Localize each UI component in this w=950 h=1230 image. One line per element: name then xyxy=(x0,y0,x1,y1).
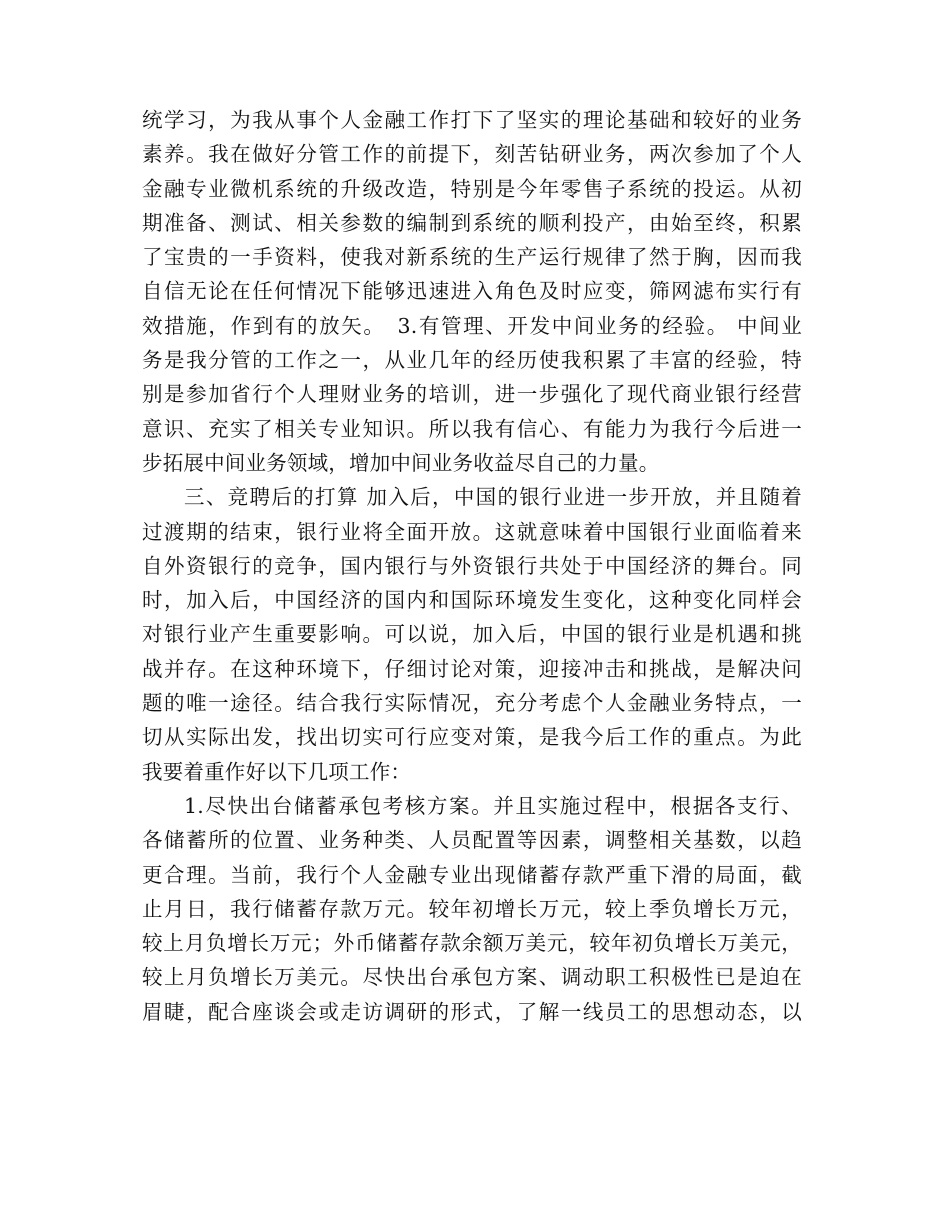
text-line: 眉睫，配合座谈会或走访调研的形式，了解一线员工的思想动态，以 xyxy=(142,999,802,1024)
text-line: 过渡期的结束，银行业将全面开放。这就意味着中国银行业面临着来 xyxy=(142,519,802,544)
text-line: 自信无论在任何情况下能够迅速进入角色及时应变，筛网滤布实行有 xyxy=(142,279,802,304)
text-line: 期准备、测试、相关参数的编制到系统的顺利投产，由始至终，积累 xyxy=(142,210,802,235)
document-body xyxy=(142,103,802,1029)
text-line: 更合理。当前，我行个人金融专业出现储蓄存款严重下滑的局面，截 xyxy=(142,862,802,887)
text-line: 1.尽快出台储蓄承包考核方案。并且实施过程中，根据各支行、 xyxy=(184,793,802,818)
text-line: 止月日，我行储蓄存款万元。较年初增长万元，较上季负增长万元， xyxy=(142,896,802,921)
text-line: 统学习，为我从事个人金融工作打下了坚实的理论基础和较好的业务 xyxy=(142,108,802,132)
text-line: 切从实际出发，找出切实可行应变对策，是我今后工作的重点。为此 xyxy=(142,725,802,750)
text-line: 别是参加省行个人理财业务的培训，进一步强化了现代商业银行经营 xyxy=(142,382,802,407)
text-line: 时，加入后，中国经济的国内和国际环境发生变化，这种变化同样会 xyxy=(142,588,802,613)
text-line: 金融专业微机系统的升级改造，特别是今年零售子系统的投运。从初 xyxy=(142,176,802,201)
text-line: 较上月负增长万美元。尽快出台承包方案、调动职工积极性已是迫在 xyxy=(142,965,802,990)
text-line: 效措施，作到有的放矢。 3.有管理、开发中间业务的经验。 中间业 xyxy=(142,313,802,338)
text-line: 较上月负增长万元；外币储蓄存款余额万美元，较年初负增长万美元， xyxy=(142,931,802,956)
text-line: 我要着重作好以下几项工作： xyxy=(142,759,412,784)
text-line: 对银行业产生重要影响。可以说，加入后，中国的银行业是机遇和挑 xyxy=(142,622,802,647)
text-line: 步拓展中间业务领域，增加中间业务收益尽自己的力量。 xyxy=(142,450,660,475)
text-line: 素养。我在做好分管工作的前提下，刻苦钻研业务，两次参加了个人 xyxy=(142,142,802,167)
text-line: 战并存。在这种环境下，仔细讨论对策，迎接冲击和挑战，是解决问 xyxy=(142,656,802,681)
text-line: 了宝贵的一手资料，使我对新系统的生产运行规律了然于胸，因而我 xyxy=(142,245,802,270)
text-line: 题的唯一途径。结合我行实际情况，充分考虑个人金融业务特点，一 xyxy=(142,691,802,716)
text-line: 意识、充实了相关专业知识。所以我有信心、有能力为我行今后进一 xyxy=(142,416,802,441)
text-line: 各储蓄所的位置、业务种类、人员配置等因素，调整相关基数，以趋 xyxy=(142,828,802,853)
text-line: 三、竞聘后的打算 加入后，中国的银行业进一步开放，并且随着 xyxy=(184,485,802,510)
text-line: 务是我分管的工作之一，从业几年的经历使我积累了丰富的经验，特 xyxy=(142,348,802,373)
text-line: 自外资银行的竞争，国内银行与外资银行共处于中国经济的舞台。同 xyxy=(142,553,802,578)
